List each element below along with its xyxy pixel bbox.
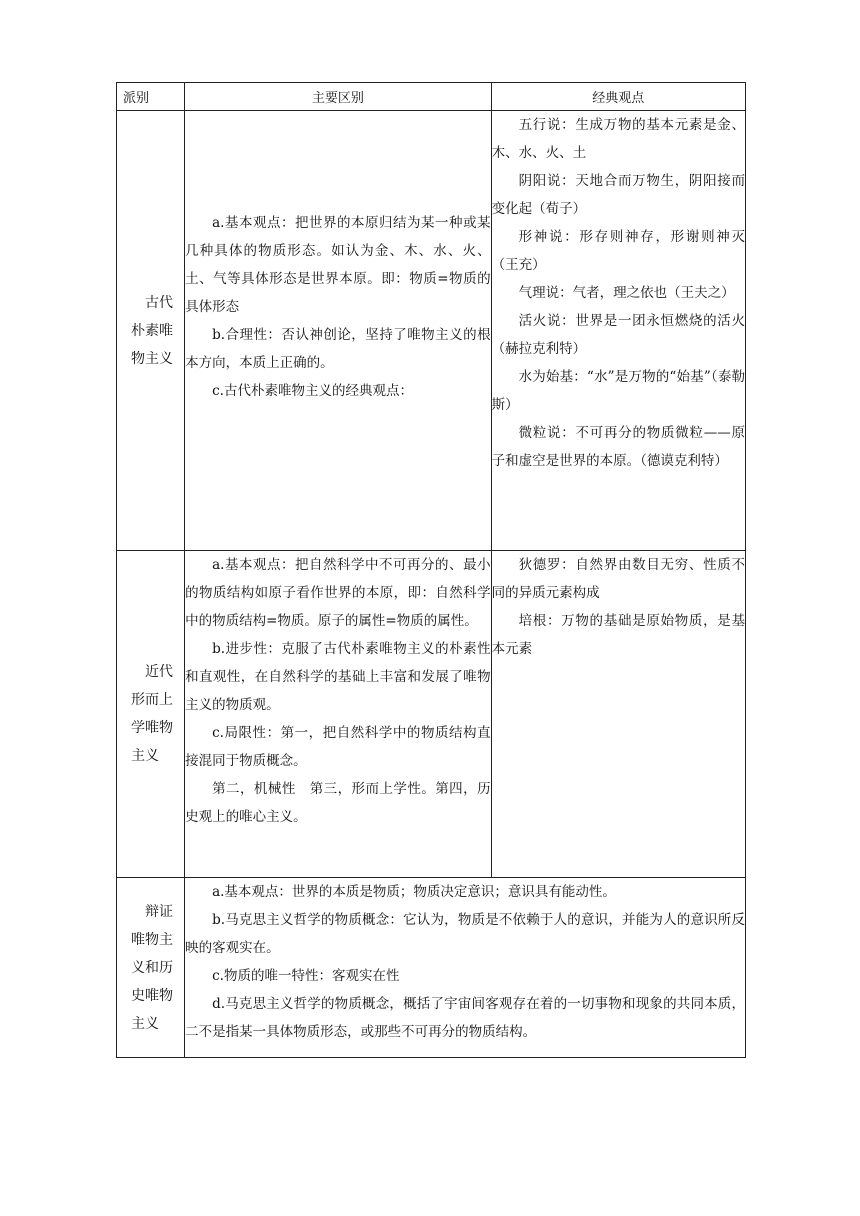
difference-cell: [185, 551, 491, 878]
view-paragraph: 水为始基：“水”是万物的“始基”（泰勒斯）: [491, 369, 745, 413]
view-paragraph: 气理说：气者，理之依也（王夫之）: [518, 285, 735, 301]
difference-paragraph: c.古代朴素唯物主义的经典观点：: [212, 383, 413, 399]
difference-paragraph: c.局限性：第一，把自然科学中的物质结构直接混同于物质概念。: [185, 725, 491, 769]
school-name: 近代形而上学唯物主义: [131, 664, 173, 764]
difference-paragraph: 第二，机械性 第三，形而上学性。第四，历史观上的唯心主义。: [185, 781, 491, 825]
comparison-table: [116, 82, 746, 1058]
difference-cell-merged: [185, 878, 746, 1058]
view-paragraph: 五行说：生成万物的基本元素是金、木、水、火、土: [491, 117, 745, 161]
difference-paragraph: b.马克思主义哲学的物质概念：它认为，物质是不依赖于人的意识，并能为人的意识所反映的客观实在。: [185, 912, 745, 956]
difference-paragraph: c.物质的唯一特性：客观实在性: [212, 968, 400, 984]
table-row: [117, 878, 746, 1058]
header-row: [117, 83, 746, 111]
view-paragraph: 活火说：世界是一团永恒燃烧的活火（赫拉克利特）: [491, 313, 745, 357]
difference-paragraph: d.马克思主义哲学的物质概念，概括了宇宙间客观存在着的一切事物和现象的共同本质，二不是指某一具体物质形态，或那些不可再分的物质结构。: [185, 996, 745, 1040]
difference-paragraph: a.基本观点：把自然科学中不可再分的、最小的物质结构如原子看作世界的本原，即：自然科学中的物质结构=物质。原子的属性=物质的属性。: [185, 557, 491, 629]
table-row: [117, 111, 746, 551]
view-paragraph: 狄德罗：自然界由数目无穷、性质不同的异质元素构成: [491, 557, 745, 601]
view-paragraph: 培根：万物的基础是原始物质，是基本元素: [491, 613, 745, 657]
difference-paragraph: b.进步性：克服了古代朴素唯物主义的朴素性和直观性，在自然科学的基础上丰富和发展了唯物主义的物质观。: [185, 641, 491, 713]
school-name: 辩证唯物主义和历史唯物主义: [131, 903, 173, 1032]
header-school: 派别: [117, 83, 185, 111]
difference-cell: [185, 111, 491, 551]
school-cell: [117, 878, 185, 1058]
views-cell: [491, 551, 745, 878]
difference-paragraph: b.合理性：否认神创论，坚持了唯物主义的根本方向，本质上正确的。: [185, 327, 491, 371]
difference-paragraph: a.基本观点：把世界的本原归结为某一种或某几种具体的物质形态。如认为金、木、水、火、土、气等具体形态是世界本原。即：物质=物质的具体形态: [185, 215, 491, 315]
view-paragraph: 微粒说：不可再分的物质微粒——原子和虚空是世界的本原。（德谟克利特）: [491, 425, 745, 469]
school-cell: [117, 551, 185, 878]
header-views: 经典观点: [491, 83, 745, 111]
school-name: 古代朴素唯物主义: [131, 294, 173, 367]
difference-paragraph: a.基本观点：世界的本质是物质；物质决定意识；意识具有能动性。: [212, 884, 616, 900]
views-cell: [491, 111, 745, 551]
table-row: [117, 551, 746, 878]
view-paragraph: 阴阳说：天地合而万物生，阴阳接而变化起（荀子）: [491, 173, 745, 217]
header-difference: 主要区别: [185, 83, 491, 111]
school-cell: [117, 111, 185, 551]
view-paragraph: 形神说：形存则神存，形谢则神灭（王充）: [491, 229, 745, 273]
